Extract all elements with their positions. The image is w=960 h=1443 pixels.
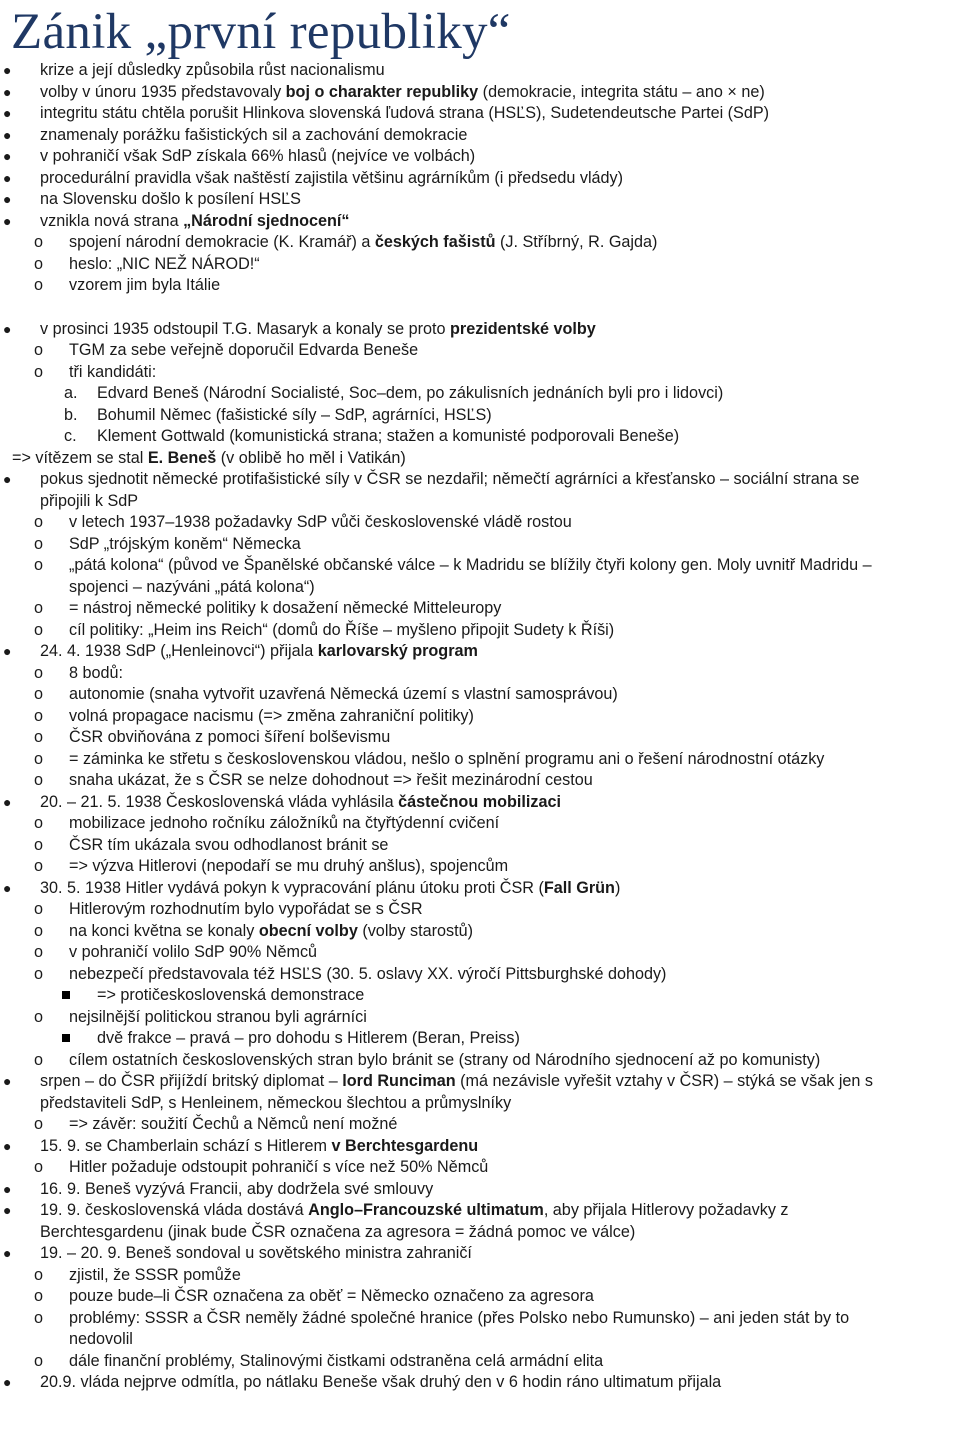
- list-item-level-2: [0, 1351, 960, 1373]
- list-item-level-2: [0, 727, 960, 749]
- circle-bullet-icon: o: [34, 900, 44, 918]
- list-item-level-2: [0, 964, 960, 986]
- bullet-icon: ●: [3, 879, 12, 896]
- circle-bullet-icon: o: [34, 1050, 44, 1069]
- text-segment: spojení národní demokracie (K. Kramář) a: [69, 233, 375, 251]
- list-letter: c.: [64, 427, 77, 445]
- circle-bullet-icon: o: [34, 771, 44, 789]
- list-item-level-2: [0, 1007, 960, 1029]
- text-segment: procedurální pravidla však naštěstí zajistila většinu agrárníkům (i předsedu vlády): [40, 168, 624, 187]
- circle-bullet-icon: o: [34, 276, 44, 294]
- text-segment: Edvard Beneš (Národní Socialisté, Soc–dem, po zákulisních jednáních byli pro i lidovci): [97, 384, 724, 402]
- text-segment: 20.9. vláda nejprve odmítla, po nátlaku Beneše však druhý den v 6 hodin ráno ultimatum přijala: [40, 1373, 722, 1391]
- circle-bullet-icon: o: [34, 620, 44, 639]
- text-segment: ČSR tím ukázala svou odhodlanost bránit se: [69, 835, 389, 854]
- list-item-level-2: [0, 684, 960, 706]
- list-item-level-2: [0, 1157, 960, 1179]
- circle-bullet-icon: o: [34, 1265, 44, 1284]
- list-item-continuation: [0, 1329, 960, 1351]
- list-item-level-2: [0, 1286, 960, 1308]
- text-segment: vzorem jim byla Itálie: [69, 276, 221, 294]
- list-item-level-2: [0, 362, 960, 384]
- list-item-continuation: [0, 577, 960, 599]
- text-segment: ČSR obviňována z pomoci šíření bolševismu: [69, 728, 391, 746]
- text-segment: => výzva Hitlerovi (nepodaří se mu druhý anšlus), spojencům: [69, 857, 509, 875]
- list-item-level-2: [0, 770, 960, 792]
- square-bullet-icon: [62, 991, 70, 999]
- bullet-icon: ●: [3, 320, 12, 337]
- text-segment: autonomie (snaha vytvořit uzavřená Německá území s vlastní samosprávou): [69, 685, 618, 703]
- list-item-level-1: [0, 125, 960, 147]
- list-item-level-2: [0, 1050, 960, 1072]
- bold-text: Fall Grün: [543, 878, 615, 897]
- text-segment: (má nezávisle vyřešit vztahy v ČSR) – stýká se však jen s: [455, 1072, 874, 1090]
- circle-bullet-icon: o: [34, 556, 44, 574]
- list-item-level-2: [0, 232, 960, 254]
- bullet-icon: ●: [3, 1374, 12, 1390]
- list-item-level-1: [0, 1071, 960, 1093]
- circle-bullet-icon: o: [34, 663, 44, 682]
- list-item-level-0: [0, 448, 960, 470]
- list-item-level-3: [0, 405, 960, 427]
- list-item-level-1: [0, 1243, 960, 1265]
- circle-bullet-icon: o: [34, 233, 44, 251]
- text-segment: cílem ostatních československých stran bylo bránit se (strany od Národního sjednocení až po komunisty): [69, 1050, 821, 1069]
- bold-text: lord Runciman: [342, 1072, 456, 1090]
- text-segment: = nástroj německé politiky k dosažení německé Mitteleuropy: [69, 599, 502, 617]
- text-segment: připojili k SdP: [40, 491, 139, 510]
- text-segment: znamenaly porážku fašistických sil a zachování demokracie: [40, 125, 468, 144]
- list-item-level-1: [0, 168, 960, 190]
- text-segment: integritu státu chtěla porušit Hlinkova slovenská ľudová strana (HSĽS), Sudetendeutsche Partei (SdP): [40, 104, 770, 122]
- list-item-level-1: [0, 469, 960, 491]
- bullet-icon: ●: [3, 793, 12, 810]
- bullet-icon: ●: [3, 1137, 12, 1154]
- list-letter: b.: [64, 405, 78, 424]
- bullet-icon: ●: [3, 83, 12, 100]
- list-item-level-1: [0, 1200, 960, 1222]
- text-segment: (demokracie, integrita státu – ano × ne): [478, 82, 765, 101]
- bullet-icon: ●: [3, 1245, 12, 1261]
- list-item-level-4: [0, 1028, 960, 1050]
- bullet-icon: ●: [3, 1180, 12, 1197]
- circle-bullet-icon: o: [34, 706, 44, 725]
- text-segment: heslo: „NIC NEŽ NÁROD!“: [69, 254, 260, 273]
- list-item-level-1: [0, 103, 960, 125]
- list-item-level-1: [0, 1179, 960, 1201]
- text-segment: v pohraničí však SdP získala 66% hlasů (nejvíce ve volbách): [40, 147, 476, 165]
- bullet-icon: ●: [3, 105, 12, 121]
- list-item-level-2: [0, 813, 960, 835]
- list-item-continuation: [0, 491, 960, 513]
- text-segment: v prosinci 1935 odstoupil T.G. Masaryk a konaly se proto: [40, 319, 450, 338]
- text-segment: 19. 9. československá vláda dostává: [40, 1201, 309, 1219]
- circle-bullet-icon: o: [34, 814, 44, 832]
- circle-bullet-icon: o: [34, 1351, 44, 1370]
- circle-bullet-icon: o: [34, 921, 44, 940]
- bullet-icon: ●: [3, 191, 12, 207]
- text-segment: Berchtesgardenu (jinak bude ČSR označena za agresora = žádná pomoc ve válce): [40, 1222, 636, 1241]
- text-segment: => vítězem se stal: [12, 448, 148, 467]
- list-item-level-1: [0, 1136, 960, 1158]
- bullet-icon: ●: [3, 1202, 12, 1218]
- circle-bullet-icon: o: [34, 1158, 44, 1176]
- circle-bullet-icon: o: [34, 1308, 44, 1327]
- text-segment: cíl politiky: „Heim ins Reich“ (domů do Říše – myšleno připojit Sudety k Říši): [69, 620, 615, 639]
- bold-text: Anglo–Francouzské ultimatum: [308, 1201, 544, 1219]
- document-body: [0, 60, 960, 1394]
- circle-bullet-icon: o: [34, 685, 44, 703]
- circle-bullet-icon: o: [34, 835, 44, 854]
- bullet-icon: ●: [3, 62, 12, 78]
- text-segment: (v oblibě ho měl i Vatikán): [216, 448, 406, 467]
- text-segment: 8 bodů:: [69, 663, 124, 682]
- text-segment: dále finanční problémy, Stalinovými čistkami odstraněna celá armádní elita: [69, 1351, 604, 1370]
- text-segment: pouze bude–li ČSR označena za oběť = Německo označeno za agresora: [69, 1287, 594, 1305]
- circle-bullet-icon: o: [34, 513, 44, 531]
- bold-text: částečnou mobilizaci: [398, 792, 561, 811]
- circle-bullet-icon: o: [34, 534, 44, 553]
- text-segment: SdP „trójským koněm“ Německa: [69, 534, 301, 553]
- list-item-level-2: [0, 275, 960, 297]
- text-segment: 20. – 21. 5. 1938 Československá vláda vyhlásila: [40, 792, 399, 811]
- text-segment: ): [614, 878, 621, 897]
- circle-bullet-icon: o: [34, 362, 44, 381]
- circle-bullet-icon: o: [34, 749, 44, 768]
- list-item-level-2: [0, 663, 960, 685]
- list-item-level-2: [0, 512, 960, 534]
- text-segment: volby v únoru 1935 představovaly: [40, 82, 286, 101]
- list-item-level-1: [0, 189, 960, 211]
- bold-text: „Národní sjednocení“: [183, 211, 350, 230]
- text-segment: 16. 9. Beneš vyzývá Francii, aby dodržela své smlouvy: [40, 1179, 434, 1198]
- list-item-level-2: [0, 856, 960, 878]
- circle-bullet-icon: o: [34, 1115, 44, 1133]
- text-segment: volná propagace nacismu (=> změna zahraniční politiky): [69, 706, 474, 725]
- text-segment: nedovolil: [69, 1330, 133, 1348]
- text-segment: představiteli SdP, s Henleinem, německou šlechtou a průmyslníky: [40, 1093, 512, 1112]
- text-segment: srpen – do ČSR přijíždí britský diplomat –: [40, 1072, 343, 1090]
- text-segment: => závěr: soužití Čechů a Němců není možné: [69, 1115, 398, 1133]
- list-item-level-2: [0, 835, 960, 857]
- text-segment: (J. Stříbrný, R. Gajda): [495, 233, 658, 251]
- list-item-level-4: [0, 985, 960, 1007]
- text-segment: (volby starostů): [357, 921, 473, 940]
- circle-bullet-icon: o: [34, 728, 44, 746]
- text-segment: vznikla nová strana: [40, 211, 184, 230]
- list-item-level-1: [0, 146, 960, 168]
- list-item-level-2: [0, 1114, 960, 1136]
- text-segment: spojenci – nazýváni „pátá kolona“): [69, 577, 315, 596]
- circle-bullet-icon: o: [34, 599, 44, 617]
- list-item-level-1: [0, 641, 960, 663]
- list-item-level-3: [0, 426, 960, 448]
- text-segment: pokus sjednotit německé protifašistické síly v ČSR se nezdařil; němečtí agrárníci a křesťansko – sociální strana se: [40, 470, 860, 488]
- list-item-level-2: [0, 706, 960, 728]
- text-segment: nebezpečí představovala též HSĽS (30. 5. oslavy XX. výročí Pittsburghské dohody): [69, 964, 667, 983]
- bold-text: prezidentské volby: [450, 319, 596, 338]
- list-item-level-2: [0, 598, 960, 620]
- bold-text: obecní volby: [258, 921, 358, 940]
- list-letter: a.: [64, 384, 78, 402]
- list-item-level-1: [0, 319, 960, 341]
- blank-line: [0, 297, 960, 319]
- text-segment: Klement Gottwald (komunistická strana; stažen a komunisté podporovali Beneše): [97, 427, 680, 445]
- bullet-icon: ●: [3, 126, 12, 143]
- list-item-level-3: [0, 383, 960, 405]
- text-segment: v pohraničí volilo SdP 90% Němců: [69, 943, 318, 961]
- text-segment: krize a její důsledky způsobila růst nacionalismu: [40, 61, 385, 79]
- list-item-level-1: [0, 82, 960, 104]
- list-item-level-2: [0, 749, 960, 771]
- bullet-icon: ●: [3, 471, 12, 487]
- text-segment: Hitlerovým rozhodnutím bylo vypořádat se s ČSR: [69, 900, 423, 918]
- text-segment: snaha ukázat, že s ČSR se nelze dohodnout => řešit mezinárodní cestou: [69, 771, 593, 789]
- list-item-level-2: [0, 1265, 960, 1287]
- circle-bullet-icon: o: [34, 1007, 44, 1026]
- list-item-level-2: [0, 254, 960, 276]
- text-segment: 15. 9. se Chamberlain schází s Hitlerem: [40, 1136, 332, 1155]
- text-segment: mobilizace jednoho ročníku záložníků na čtyřtýdenní cvičení: [69, 814, 500, 832]
- document-title: Zánik „první republiky“: [11, 4, 511, 60]
- list-item-level-1: [0, 878, 960, 900]
- list-item-level-1: [0, 1372, 960, 1394]
- circle-bullet-icon: o: [34, 341, 44, 359]
- list-item-continuation: [0, 1222, 960, 1244]
- list-item-level-1: [0, 792, 960, 814]
- text-segment: TGM za sebe veřejně doporučil Edvarda Beneše: [69, 341, 419, 359]
- bullet-icon: ●: [3, 643, 12, 659]
- list-item-continuation: [0, 1093, 960, 1115]
- text-segment: 24. 4. 1938 SdP („Henleinovci“) přijala: [40, 642, 318, 660]
- circle-bullet-icon: o: [34, 254, 44, 273]
- circle-bullet-icon: o: [34, 943, 44, 961]
- text-segment: Bohumil Němec (fašistické síly – SdP, agrárníci, HSĽS): [97, 405, 492, 424]
- list-item-level-1: [0, 211, 960, 233]
- circle-bullet-icon: o: [34, 964, 44, 983]
- text-segment: = záminka ke střetu s československou vládou, nešlo o splnění programu ani o řešení národnostní otázky: [69, 749, 825, 768]
- bold-text: českých fašistů: [374, 233, 496, 251]
- text-segment: nejsilnější politickou stranou byli agrárníci: [69, 1007, 367, 1026]
- text-segment: problémy: SSSR a ČSR neměly žádné společné hranice (přes Polsko nebo Rumunsko) – ani jeden stát by to: [69, 1308, 850, 1327]
- text-segment: 30. 5. 1938 Hitler vydává pokyn k vypracování plánu útoku proti ČSR (: [40, 878, 544, 897]
- list-item-level-2: [0, 942, 960, 964]
- list-item-level-2: [0, 534, 960, 556]
- list-item-level-2: [0, 555, 960, 577]
- circle-bullet-icon: o: [34, 857, 44, 875]
- square-bullet-icon: [62, 1034, 70, 1042]
- text-segment: v letech 1937–1938 požadavky SdP vůči československé vládě rostou: [69, 513, 572, 531]
- bold-text: karlovarský program: [317, 642, 478, 660]
- bullet-icon: ●: [3, 148, 12, 164]
- list-item-level-2: [0, 899, 960, 921]
- bullet-icon: ●: [3, 1073, 12, 1089]
- bold-text: E. Beneš: [147, 448, 217, 467]
- text-segment: na konci května se konaly: [69, 921, 259, 940]
- circle-bullet-icon: o: [34, 1287, 44, 1305]
- list-item-level-2: [0, 620, 960, 642]
- list-item-level-2: [0, 340, 960, 362]
- text-segment: na Slovensku došlo k posílení HSĽS: [40, 190, 301, 208]
- text-segment: zjistil, že SSSR pomůže: [69, 1265, 241, 1284]
- text-segment: Hitler požaduje odstoupit pohraničí s více než 50% Němců: [69, 1158, 489, 1176]
- text-segment: => protičeskoslovenská demonstrace: [97, 986, 365, 1004]
- text-segment: , aby přijala Hitlerovy požadavky z: [543, 1201, 789, 1219]
- text-segment: tři kandidáti:: [69, 362, 157, 381]
- list-item-level-2: [0, 921, 960, 943]
- text-segment: „pátá kolona“ (původ ve Španělské občanské válce – k Madridu se blížily čtyři kolony gen. Moly uvnitř Madridu –: [69, 556, 872, 574]
- list-item-level-1: [0, 60, 960, 82]
- bullet-icon: ●: [3, 212, 12, 229]
- text-segment: 19. – 20. 9. Beneš sondoval u sovětského ministra zahraničí: [40, 1244, 472, 1262]
- bold-text: boj o charakter republiky: [285, 82, 479, 101]
- text-segment: dvě frakce – pravá – pro dohodu s Hitlerem (Beran, Preiss): [97, 1029, 520, 1047]
- bold-text: v Berchtesgardenu: [331, 1136, 479, 1155]
- bullet-icon: ●: [3, 169, 12, 186]
- list-item-level-2: [0, 1308, 960, 1330]
